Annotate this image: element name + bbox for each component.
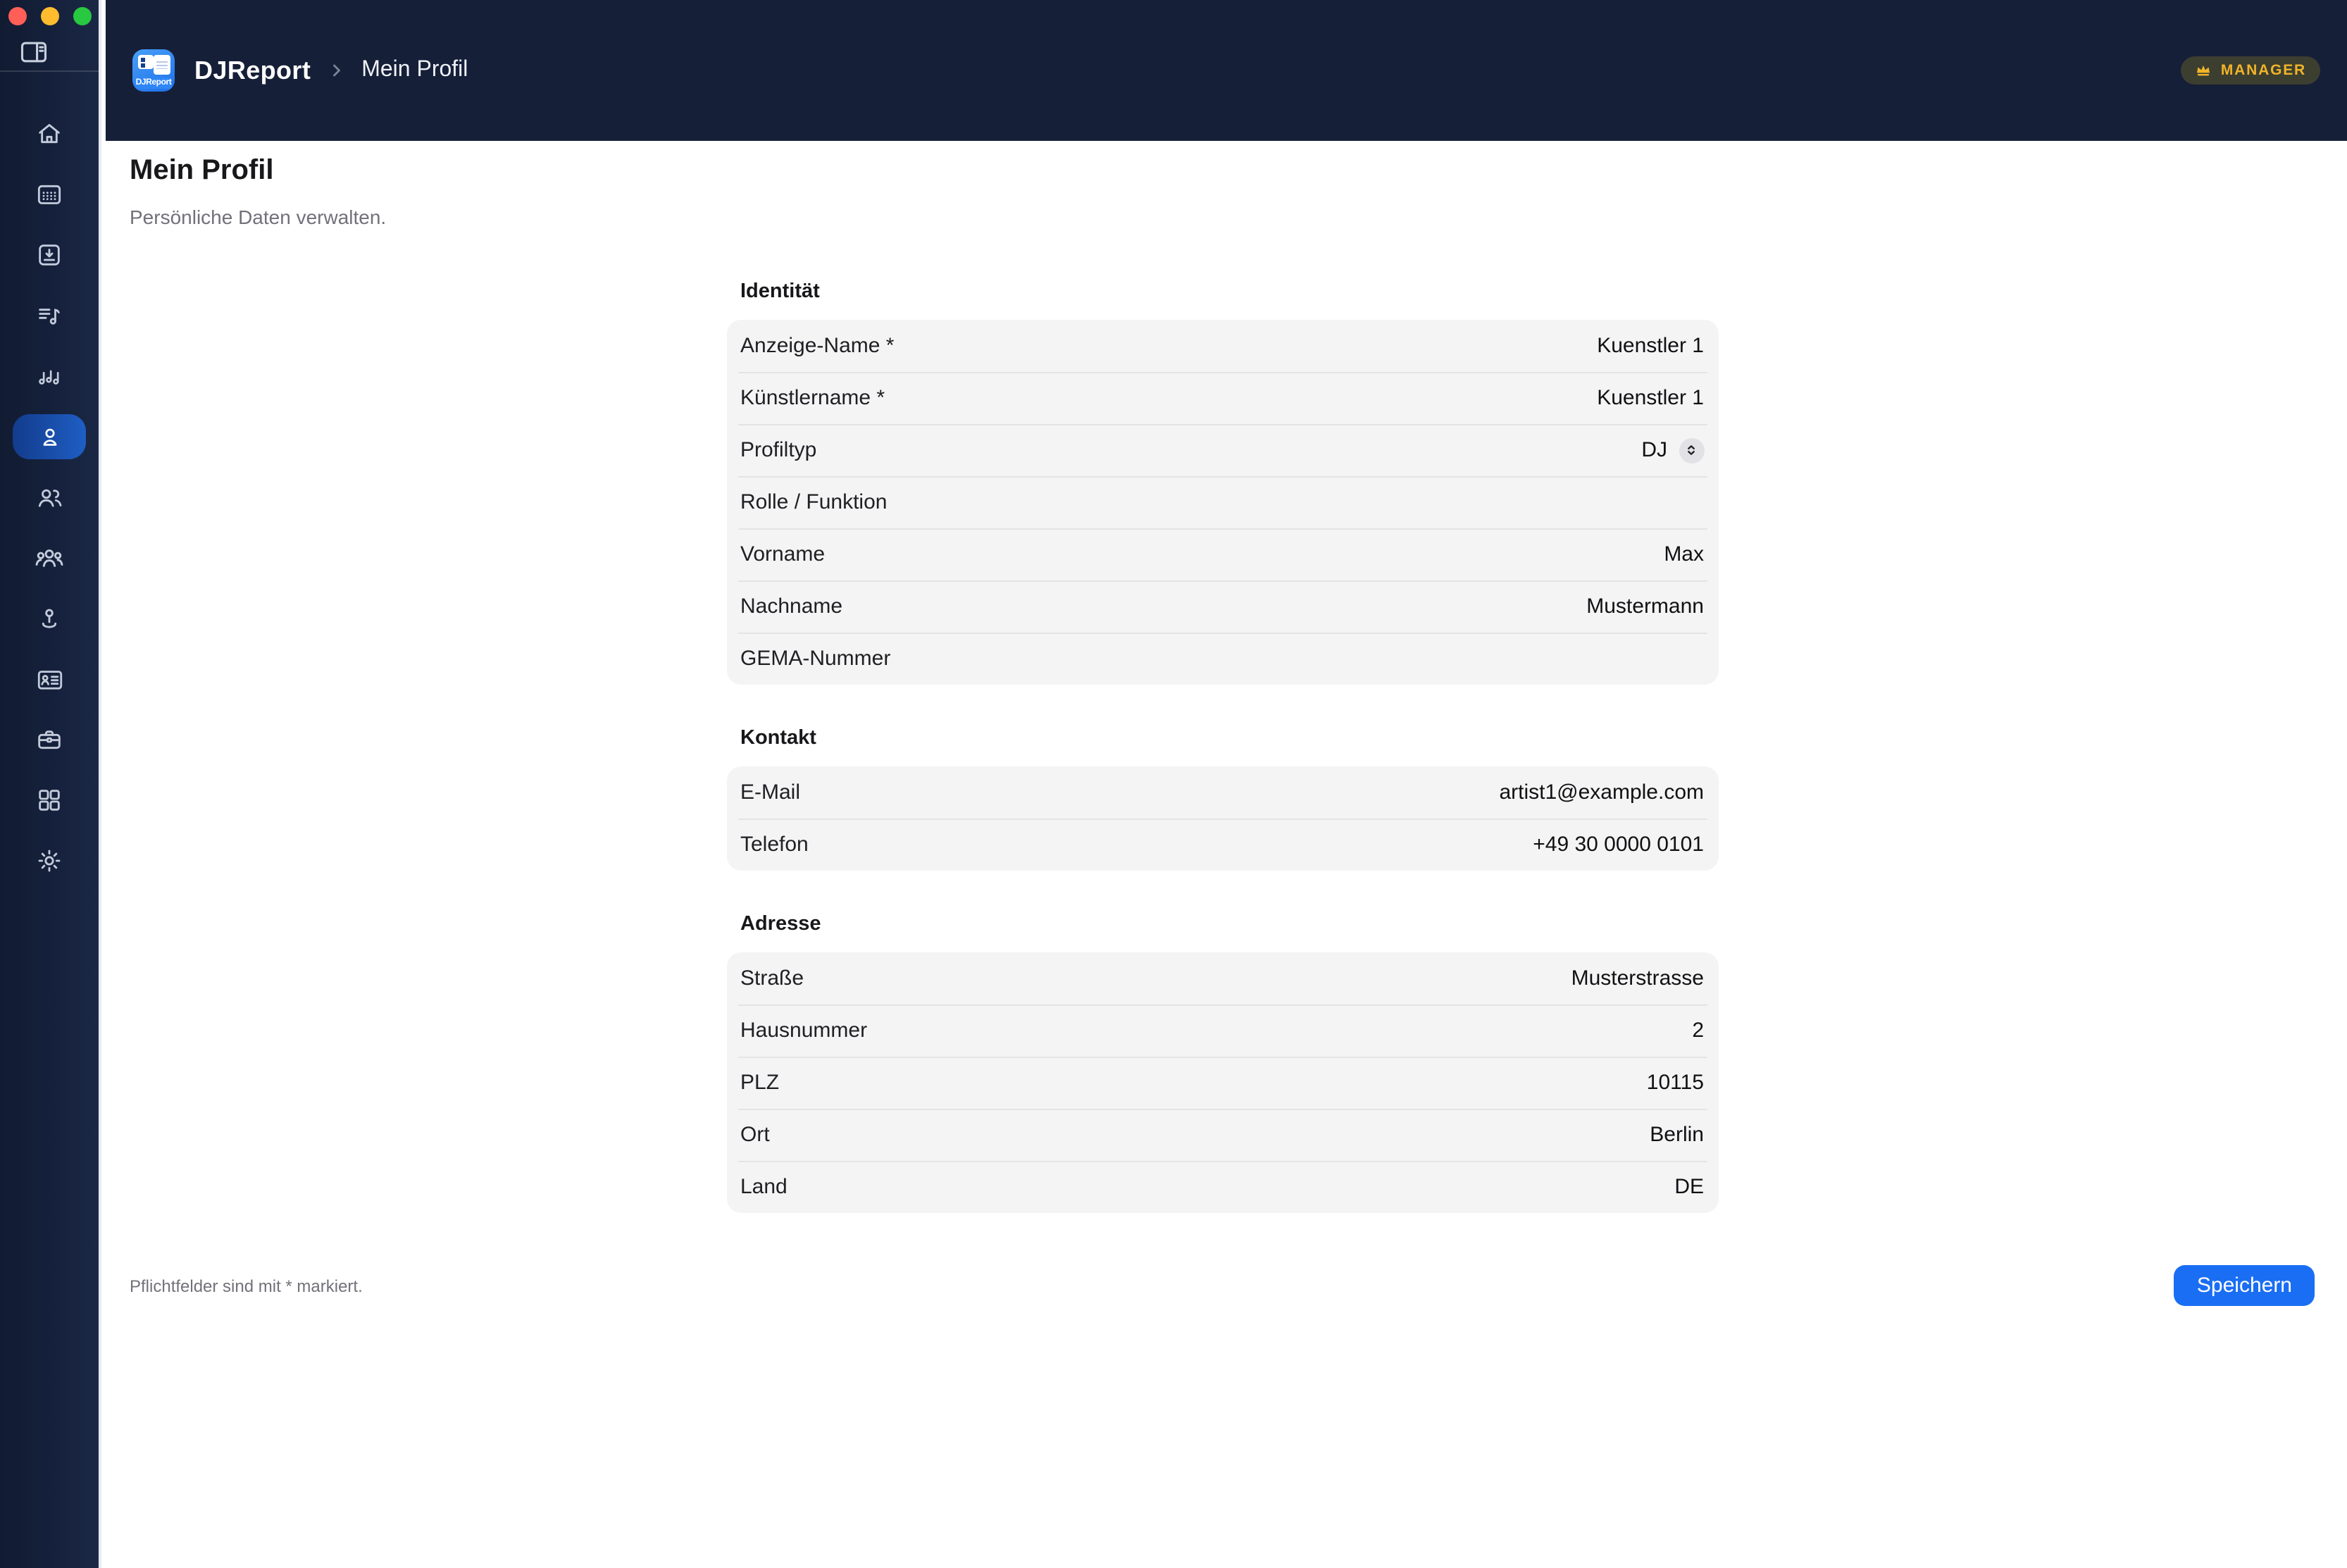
- form-row: [726, 952, 1718, 1004]
- sidebar-item-locations[interactable]: [13, 590, 86, 647]
- row-value[interactable]: 2: [1692, 1019, 1704, 1043]
- row-label: Anzeige-Name *: [740, 334, 895, 358]
- sidebar-item-profile[interactable]: [13, 414, 86, 459]
- crown-icon: [2196, 62, 2212, 79]
- form-row: [726, 424, 1718, 476]
- sidebar: [0, 0, 101, 1568]
- sidebar-item-settings[interactable]: [13, 833, 86, 889]
- section-title: Kontakt: [740, 727, 816, 749]
- app-logo[interactable]: [132, 49, 175, 92]
- sidebar-item-music[interactable]: [13, 348, 86, 404]
- close-button[interactable]: [8, 7, 27, 25]
- minimize-button[interactable]: [41, 7, 59, 25]
- row-label: Straße: [740, 966, 804, 990]
- form-row: [726, 372, 1718, 424]
- form-row: [726, 1004, 1718, 1057]
- save-button[interactable]: Speichern: [2174, 1265, 2315, 1306]
- sidebar-item-home[interactable]: [13, 106, 86, 162]
- sidebar-item-setlists[interactable]: [13, 287, 86, 344]
- profile-form: [726, 280, 1718, 1213]
- row-value[interactable]: Max: [1664, 542, 1704, 566]
- row-label: Nachname: [740, 595, 843, 618]
- page-title: Mein Profil: [130, 155, 274, 186]
- team-icon: [34, 542, 65, 573]
- id-card-icon: [35, 664, 64, 694]
- breadcrumb-chevron-icon: [326, 61, 346, 80]
- person-icon: [36, 423, 63, 450]
- form-row: [726, 1109, 1718, 1161]
- music-notes-icon: [35, 362, 63, 390]
- users-icon: [35, 483, 64, 512]
- profiltyp-value[interactable]: DJ: [1641, 438, 1667, 462]
- row-value[interactable]: Mustermann: [1586, 595, 1704, 618]
- form-row: [726, 819, 1718, 871]
- row-label: Rolle / Funktion: [740, 490, 888, 514]
- form-row: [726, 633, 1718, 685]
- row-value[interactable]: Berlin: [1650, 1123, 1704, 1147]
- main-area: [101, 0, 2347, 1306]
- sidebar-item-jobs[interactable]: [13, 711, 86, 768]
- section-card: [726, 766, 1718, 871]
- app-name[interactable]: DJReport: [194, 56, 311, 84]
- top-header: [106, 0, 2347, 141]
- content: [101, 141, 2347, 1306]
- form-row: [726, 1161, 1718, 1213]
- row-label: PLZ: [740, 1071, 780, 1095]
- row-label: Telefon: [740, 833, 809, 857]
- sidebar-toggle-button[interactable]: [15, 37, 52, 68]
- sidebar-item-users[interactable]: [13, 469, 86, 525]
- form-footer: [130, 1265, 2315, 1306]
- row-label: Künstlername *: [740, 386, 885, 410]
- row-label: Ort: [740, 1123, 770, 1147]
- row-label: Profiltyp: [740, 438, 817, 462]
- gear-icon: [35, 847, 63, 875]
- row-value[interactable]: Kuenstler 1: [1597, 386, 1704, 410]
- sidebar-item-contacts[interactable]: [13, 651, 86, 707]
- logo-calendar-icon: [138, 55, 154, 69]
- row-label: Land: [740, 1175, 787, 1199]
- row-value[interactable]: Musterstrasse: [1571, 966, 1704, 990]
- grid-icon: [35, 786, 63, 814]
- calendar-icon: [35, 180, 63, 209]
- logo-document-icon: [154, 55, 170, 75]
- sidebar-divider: [0, 70, 99, 72]
- form-row: [726, 476, 1718, 528]
- section-adresse: [726, 913, 1718, 1213]
- section-title: Identität: [740, 280, 820, 303]
- badge-label: MANAGER: [2220, 62, 2306, 79]
- form-row: [726, 528, 1718, 580]
- playlist-icon: [35, 301, 63, 330]
- form-row: [726, 1057, 1718, 1109]
- sidebar-item-calendar[interactable]: [13, 166, 86, 223]
- up-down-chevrons-icon: [1683, 442, 1699, 458]
- section-title: Adresse: [740, 913, 821, 935]
- page-subtitle: Persönliche Daten verwalten.: [130, 206, 387, 228]
- import-tray-icon: [35, 241, 63, 269]
- row-label: Vorname: [740, 542, 826, 566]
- sidebar-item-apps[interactable]: [13, 772, 86, 828]
- briefcase-icon: [35, 726, 63, 754]
- breadcrumb-current: Mein Profil: [361, 58, 468, 82]
- section-card: [726, 952, 1718, 1213]
- sidebar-panel-icon: [18, 37, 49, 68]
- profiltyp-stepper[interactable]: [1679, 437, 1704, 463]
- section-kontakt: [726, 727, 1718, 871]
- form-row: [726, 320, 1718, 372]
- sidebar-item-team[interactable]: [13, 530, 86, 586]
- row-value: [1641, 437, 1704, 463]
- zoom-button[interactable]: [73, 7, 92, 25]
- sidebar-nav: [0, 106, 99, 889]
- window-controls: [8, 7, 92, 25]
- row-label: GEMA-Nummer: [740, 647, 891, 671]
- form-row: [726, 766, 1718, 819]
- row-label: Hausnummer: [740, 1019, 868, 1043]
- row-value[interactable]: Kuenstler 1: [1597, 334, 1704, 358]
- form-row: [726, 580, 1718, 633]
- required-fields-note: Pflichtfelder sind mit * markiert.: [130, 1276, 363, 1295]
- row-value[interactable]: artist1@example.com: [1499, 780, 1704, 804]
- row-value[interactable]: DE: [1674, 1175, 1704, 1199]
- pin-icon: [35, 604, 63, 633]
- home-icon: [35, 120, 63, 148]
- section-card: [726, 320, 1718, 685]
- row-value[interactable]: +49 30 0000 0101: [1533, 833, 1704, 857]
- sidebar-item-import[interactable]: [13, 227, 86, 283]
- logo-label: DJReport: [135, 79, 172, 87]
- manager-badge: [2181, 56, 2320, 85]
- row-label: E-Mail: [740, 780, 801, 804]
- section-identitaet: [726, 280, 1718, 685]
- row-value[interactable]: 10115: [1646, 1071, 1704, 1095]
